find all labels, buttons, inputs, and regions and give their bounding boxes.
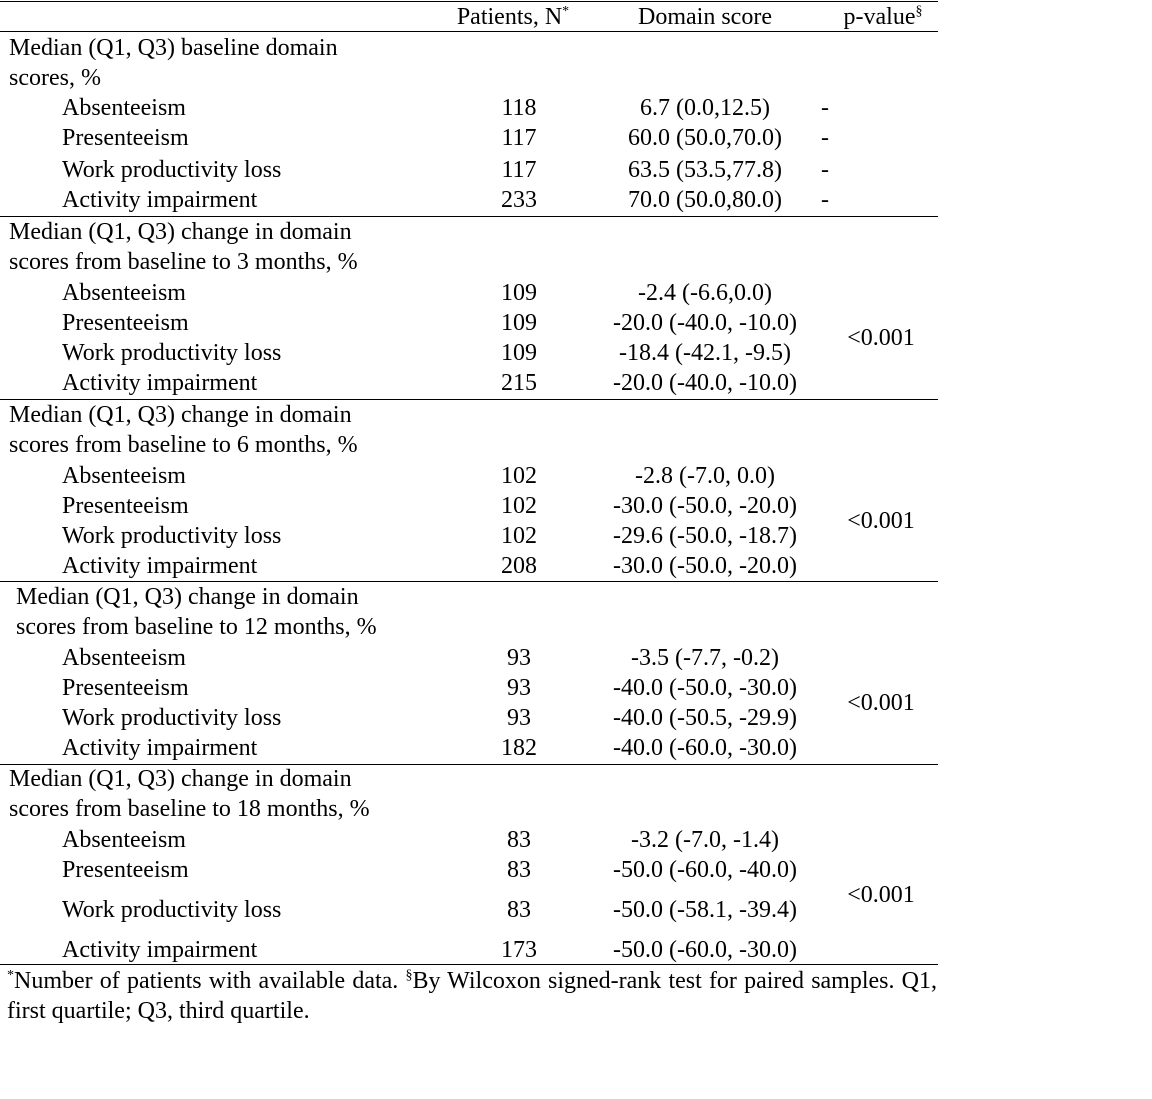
section-title: scores from baseline to 3 months, %: [9, 249, 358, 275]
row-patients-n: 182: [501, 735, 537, 761]
row-patients-n: 102: [501, 523, 537, 549]
row-label: Presenteeism: [62, 857, 189, 883]
table-bottom-rule: [0, 964, 938, 965]
row-patients-n: 208: [501, 553, 537, 579]
row-label: Work productivity loss: [62, 705, 282, 731]
row-p-value: -: [821, 125, 829, 151]
row-label: Absenteeism: [62, 645, 186, 671]
section-p-value: <0.001: [847, 325, 915, 351]
row-domain-score: -2.8 (-7.0, 0.0): [635, 463, 775, 489]
header-domain-score: Domain score: [638, 4, 772, 30]
header-p-value-label: p-value: [843, 4, 916, 30]
row-domain-score: -30.0 (-50.0, -20.0): [613, 493, 797, 519]
row-domain-score: 63.5 (53.5,77.8): [628, 157, 782, 183]
row-domain-score: 60.0 (50.0,70.0): [628, 125, 782, 151]
footnote-text: Number of patients with available data.: [14, 968, 406, 994]
row-patients-n: 102: [501, 463, 537, 489]
row-label: Work productivity loss: [62, 340, 282, 366]
row-patients-n: 173: [501, 937, 537, 963]
row-domain-score: -29.6 (-50.0, -18.7): [613, 523, 797, 549]
row-patients-n: 83: [507, 897, 531, 923]
row-label: Work productivity loss: [62, 157, 282, 183]
header-p-value: [844, 2, 923, 32]
row-label: Work productivity loss: [62, 897, 282, 923]
row-domain-score: -50.0 (-60.0, -30.0): [613, 937, 797, 963]
row-domain-score: -20.0 (-40.0, -10.0): [613, 310, 797, 336]
row-label: Activity impairment: [62, 553, 258, 579]
header-patients: [457, 2, 569, 32]
section-title: Median (Q1, Q3) change in domain: [16, 584, 359, 610]
header-rule: [0, 31, 938, 32]
row-label: Absenteeism: [62, 827, 186, 853]
section-title: scores from baseline to 12 months, %: [16, 614, 377, 640]
row-label: Activity impairment: [62, 735, 258, 761]
section-title: Median (Q1, Q3) change in domain: [9, 766, 352, 792]
row-patients-n: 93: [507, 675, 531, 701]
row-patients-n: 109: [501, 280, 537, 306]
row-patients-n: 83: [507, 857, 531, 883]
row-patients-n: 117: [501, 125, 537, 151]
row-patients-n: 102: [501, 493, 537, 519]
row-domain-score: 70.0 (50.0,80.0): [628, 187, 782, 213]
footnote-text: By Wilcoxon signed-rank test for paired samples. Q1, first quartile; Q3, third quartile.: [7, 968, 937, 1024]
row-patients-n: 118: [501, 95, 537, 121]
row-label: Presenteeism: [62, 310, 189, 336]
row-patients-n: 233: [501, 187, 537, 213]
section-title: Median (Q1, Q3) baseline domain: [9, 35, 338, 61]
row-patients-n: 109: [501, 310, 537, 336]
row-label: Absenteeism: [62, 280, 186, 306]
row-label: Activity impairment: [62, 187, 258, 213]
row-domain-score: -20.0 (-40.0, -10.0): [613, 370, 797, 396]
row-patients-n: 93: [507, 645, 531, 671]
row-label: Presenteeism: [62, 125, 189, 151]
section-title: scores from baseline to 18 months, %: [9, 796, 370, 822]
row-p-value: -: [821, 157, 829, 183]
section-p-value: <0.001: [847, 882, 915, 908]
row-domain-score: -50.0 (-58.1, -39.4): [613, 897, 797, 923]
header-patients-label: Patients, N: [456, 4, 563, 30]
row-domain-score: 6.7 (0.0,12.5): [640, 95, 770, 121]
row-label: Activity impairment: [62, 370, 258, 396]
row-label: Work productivity loss: [62, 523, 282, 549]
footnote-mark: §: [915, 4, 923, 19]
footnote-mark: §: [405, 968, 413, 983]
row-patients-n: 93: [507, 705, 531, 731]
row-p-value: -: [821, 187, 829, 213]
row-domain-score: -3.5 (-7.7, -0.2): [631, 645, 779, 671]
section-title: scores, %: [9, 65, 101, 91]
section-title: Median (Q1, Q3) change in domain: [9, 219, 352, 245]
row-domain-score: -3.2 (-7.0, -1.4): [631, 827, 779, 853]
row-domain-score: -30.0 (-50.0, -20.0): [613, 553, 797, 579]
row-label: Presenteeism: [62, 493, 189, 519]
section-title: Median (Q1, Q3) change in domain: [9, 402, 352, 428]
row-domain-score: -2.4 (-6.6,0.0): [638, 280, 772, 306]
row-label: Presenteeism: [62, 675, 189, 701]
row-domain-score: -40.0 (-60.0, -30.0): [613, 735, 797, 761]
row-label: Absenteeism: [62, 463, 186, 489]
row-p-value: -: [821, 95, 829, 121]
row-domain-score: -40.0 (-50.0, -30.0): [613, 675, 797, 701]
row-domain-score: -50.0 (-60.0, -40.0): [613, 857, 797, 883]
section-title: scores from baseline to 6 months, %: [9, 432, 358, 458]
footnote-mark: *: [7, 968, 14, 983]
row-patients-n: 83: [507, 827, 531, 853]
row-domain-score: -40.0 (-50.5, -29.9): [613, 705, 797, 731]
footnote-mark: *: [562, 4, 570, 19]
row-patients-n: 109: [501, 340, 537, 366]
row-label: Activity impairment: [62, 937, 258, 963]
table-footnote: [7, 966, 937, 1026]
section-p-value: <0.001: [847, 690, 915, 716]
row-label: Absenteeism: [62, 95, 186, 121]
row-patients-n: 215: [501, 370, 537, 396]
row-patients-n: 117: [501, 157, 537, 183]
row-domain-score: -18.4 (-42.1, -9.5): [619, 340, 791, 366]
section-p-value: <0.001: [847, 508, 915, 534]
